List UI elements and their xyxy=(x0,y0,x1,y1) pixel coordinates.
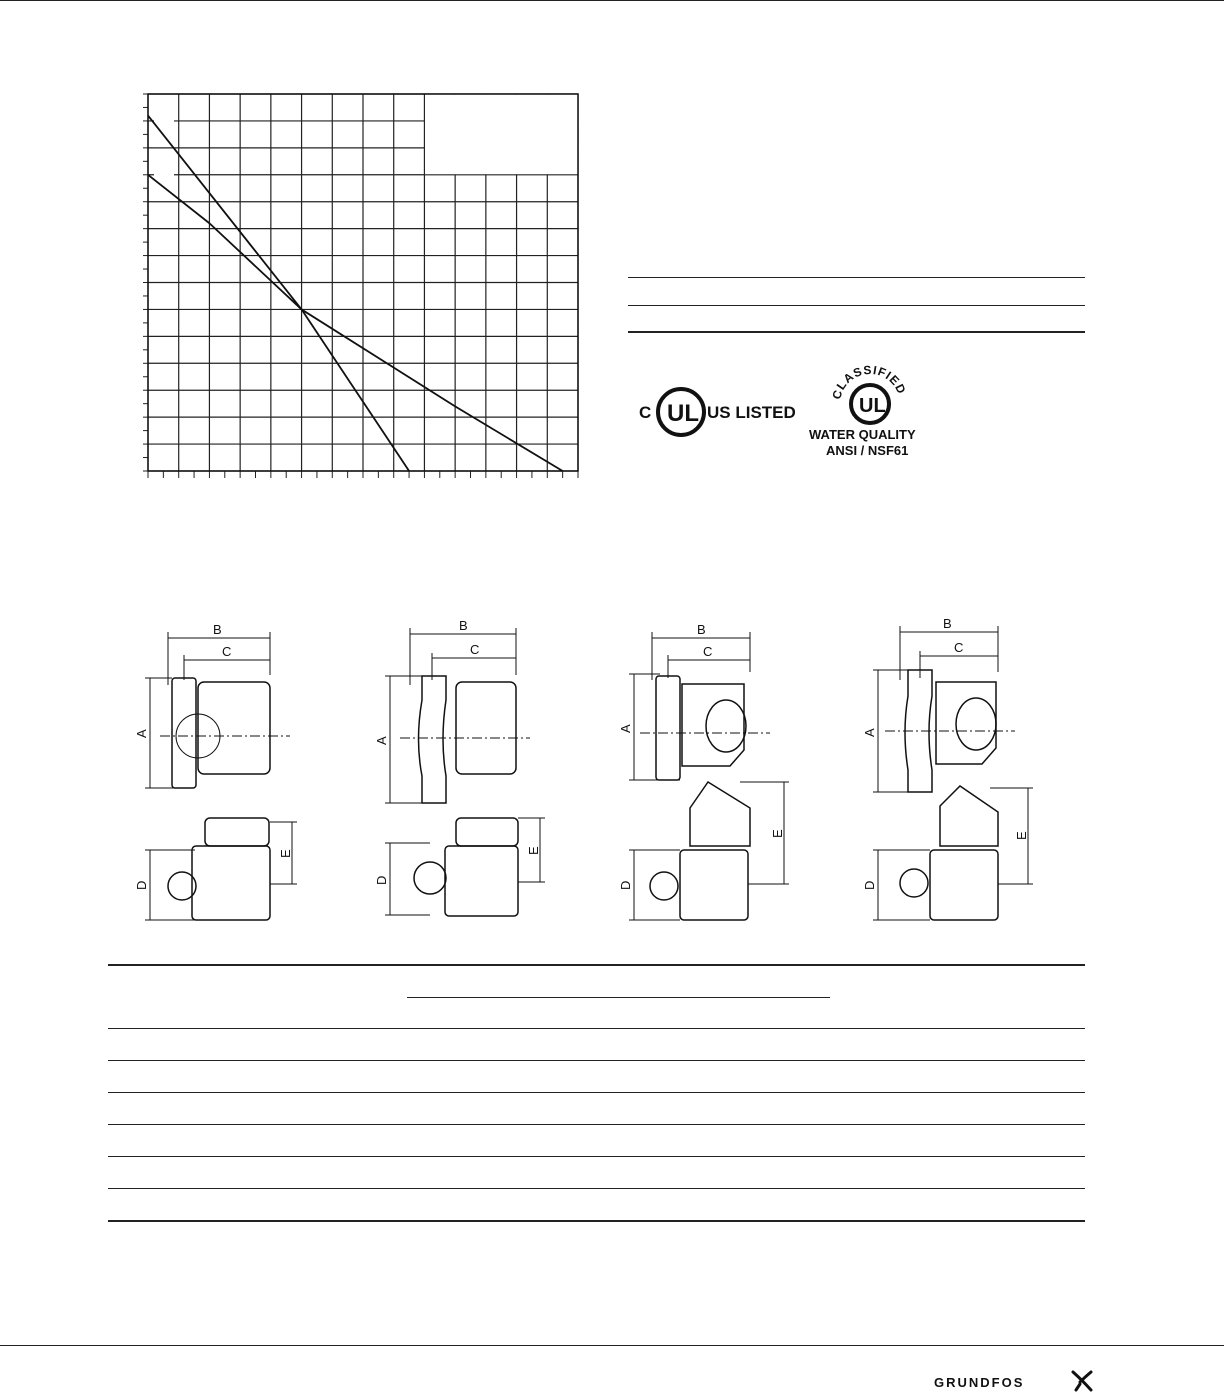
dim-b-label: B xyxy=(697,622,706,637)
ul-classified-mark: UL xyxy=(859,395,886,417)
dim-e-label: E xyxy=(526,846,541,855)
dimensional-drawings xyxy=(0,600,1224,940)
dim-a-label: A xyxy=(618,724,633,733)
pump-drawing-1 xyxy=(134,622,297,920)
dim-d-label: D xyxy=(862,880,877,890)
brand-name: GRUNDFOS xyxy=(934,1375,1025,1390)
ul-listed-logo xyxy=(636,383,796,443)
spec-table-rule-3 xyxy=(628,331,1085,333)
dim-b-label: B xyxy=(213,622,222,637)
dim-a-label: A xyxy=(134,729,149,738)
dim-d-label: D xyxy=(134,880,149,890)
chart-curve-label-box xyxy=(154,169,174,181)
dim-table-row-rule xyxy=(108,1188,1085,1189)
ul-mark: UL xyxy=(667,400,699,427)
footer-rule xyxy=(0,1345,1224,1346)
dim-b-label: B xyxy=(943,616,952,631)
dim-a-label: A xyxy=(862,728,877,737)
ul-us-listed: US LISTED xyxy=(707,403,796,422)
pump-drawing-3 xyxy=(618,622,789,920)
dim-table-row-rule xyxy=(108,1028,1085,1029)
dim-e-label: E xyxy=(770,829,785,838)
dim-e-label: E xyxy=(1014,831,1029,840)
chart-curve-label-box xyxy=(154,115,174,127)
dim-d-label: D xyxy=(618,880,633,890)
dim-table-bottom-rule xyxy=(108,1220,1085,1222)
chart-legend-box xyxy=(425,95,577,175)
dim-table-row-rule xyxy=(108,1124,1085,1125)
ul-classified-line1: WATER QUALITY xyxy=(809,427,916,442)
grundfos-logo xyxy=(934,1375,1024,1390)
pump-drawing-4 xyxy=(862,616,1033,920)
dim-c-label: C xyxy=(470,642,480,657)
spec-table-rule-2 xyxy=(628,305,1085,306)
dim-e-label: E xyxy=(278,849,293,858)
dim-d-label: D xyxy=(374,875,389,885)
dim-c-label: C xyxy=(954,640,964,655)
spec-table-rule-1 xyxy=(628,277,1085,278)
chart-series-line-2 xyxy=(148,175,563,471)
ul-classified-logo xyxy=(804,362,934,462)
ul-c-letter: C xyxy=(639,403,652,422)
dim-b-label: B xyxy=(459,618,468,633)
ul-classified-arc: CLASSIFIED xyxy=(829,362,910,401)
dim-c-label: C xyxy=(703,644,713,659)
dim-table-top-rule xyxy=(108,964,1085,966)
dim-a-label: A xyxy=(374,736,389,745)
dim-table-row-rule xyxy=(108,1156,1085,1157)
ul-classified-line2: ANSI / NSF61 xyxy=(826,443,909,458)
grundfos-x-icon xyxy=(1070,1370,1094,1392)
dim-table-group-rule xyxy=(407,997,830,998)
dim-table-row-rule xyxy=(108,1092,1085,1093)
pump-drawing-2 xyxy=(374,618,545,916)
dim-table-row-rule xyxy=(108,1060,1085,1061)
dim-c-label: C xyxy=(222,644,232,659)
